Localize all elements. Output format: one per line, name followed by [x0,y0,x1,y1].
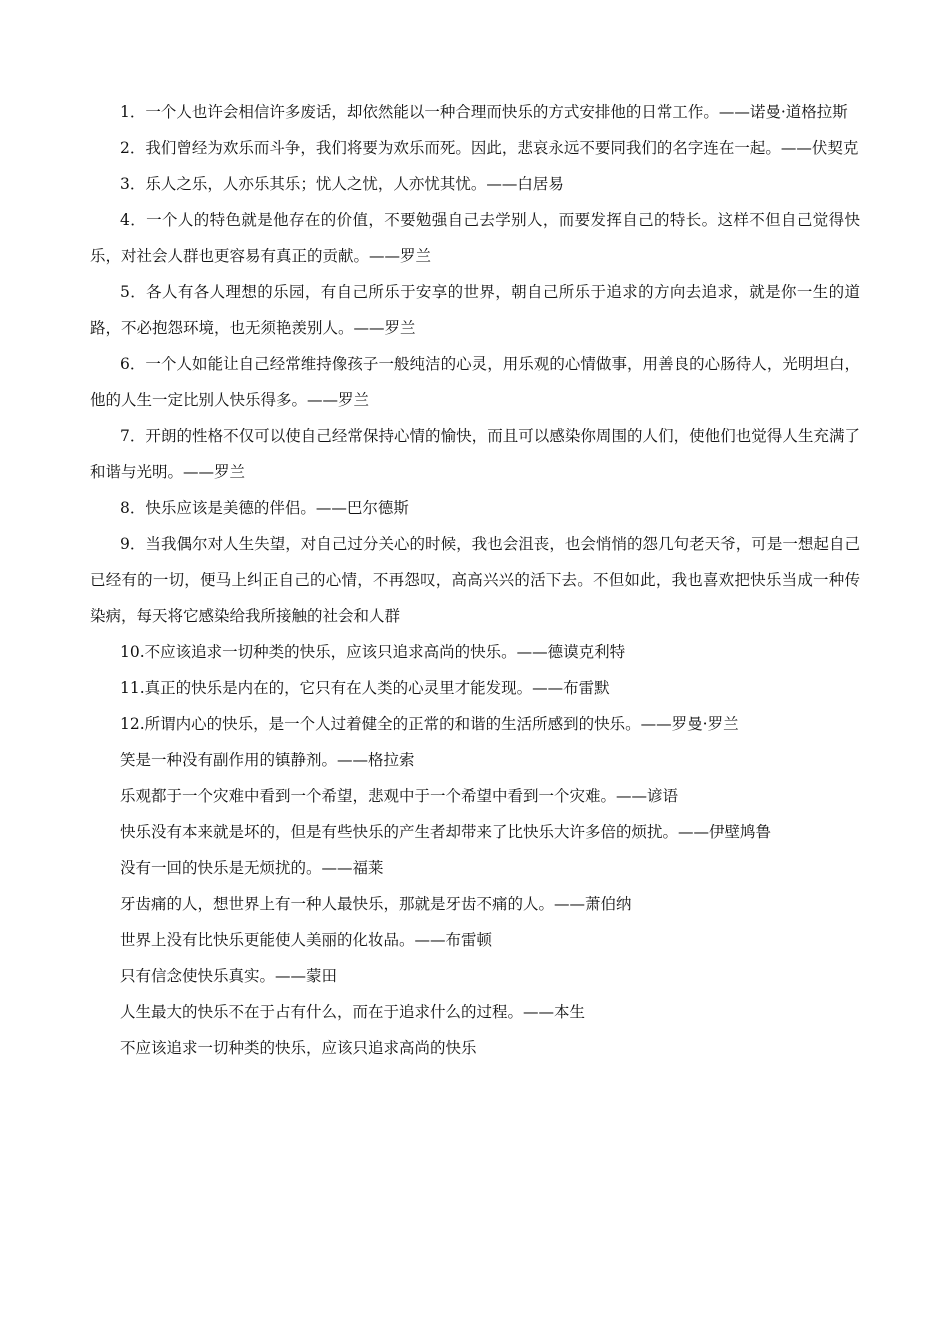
quote-line-17: 牙齿痛的人，想世界上有一种人最快乐，那就是牙齿不痛的人。——萧伯纳 [120,895,632,913]
quote-paragraph-12: 12.所谓内心的快乐，是一个人过着健全的正常的和谐的生活所感到的快乐。——罗曼·罗兰 [120,715,739,733]
quote-paragraph-6: 6．一个人如能让自己经常维持像孩子一般纯洁的心灵，用乐观的心情做事，用善良的心肠待人，光明坦白，他的人生一定比别人快乐得多。——罗兰 [90,355,860,409]
quote-line-16: 没有一回的快乐是无烦扰的。——福莱 [120,859,384,877]
quote-paragraph-10: 10.不应该追求一切种类的快乐，应该只追求高尚的快乐。——德谟克利特 [120,643,626,661]
quote-paragraph-3: 3．乐人之乐，人亦乐其乐；忧人之忧，人亦忧其忧。——白居易 [120,175,564,193]
quote-paragraph-7: 7．开朗的性格不仅可以使自己经常保持心情的愉快，而且可以感染你周围的人们，使他们也觉得人生充满了和谐与光明。——罗兰 [90,427,860,481]
document-body [90,94,860,1066]
quote-line-15: 快乐没有本来就是坏的，但是有些快乐的产生者却带来了比快乐大许多倍的烦扰。——伊壁鸠鲁 [120,823,772,841]
quote-line-19: 只有信念使快乐真实。——蒙田 [120,967,338,985]
quote-line-13: 笑是一种没有副作用的镇静剂。——格拉索 [120,751,415,769]
quote-paragraph-11: 11.真正的快乐是内在的，它只有在人类的心灵里才能发现。——布雷默 [120,679,610,697]
quote-paragraph-9: 9．当我偶尔对人生失望，对自己过分关心的时候，我也会沮丧，也会悄悄的怨几句老天爷，可是一想起自己已经有的一切，便马上纠正自己的心情，不再怨叹，高高兴兴的活下去。不但如此，我也喜欢把快乐当成一种传染病，每天将它感染给我所接触的社会和人群 [90,535,860,625]
quote-paragraph-8: 8．快乐应该是美德的伴侣。——巴尔德斯 [120,499,409,517]
quote-paragraph-4: 4．一个人的特色就是他存在的价值，不要勉强自己去学别人，而要发挥自己的特长。这样不但自己觉得快乐，对社会人群也更容易有真正的贡献。——罗兰 [90,211,860,265]
quote-paragraph-2: 2．我们曾经为欢乐而斗争，我们将要为欢乐而死。因此，悲哀永远不要同我们的名字连在一起。——伏契克 [120,139,859,157]
quote-line-18: 世界上没有比快乐更能使人美丽的化妆品。——布雷顿 [120,931,493,949]
quote-paragraph-5: 5．各人有各人理想的乐园，有自己所乐于安享的世界，朝自己所乐于追求的方向去追求，就是你一生的道路，不必抱怨环境，也无须艳羡别人。——罗兰 [90,283,860,337]
quote-paragraph-1: 1．一个人也许会相信许多废话，却依然能以一种合理而快乐的方式安排他的日常工作。——诺曼·道格拉斯 [120,103,848,121]
quote-line-21: 不应该追求一切种类的快乐，应该只追求高尚的快乐 [120,1039,477,1057]
quote-line-14: 乐观都于一个灾难中看到一个希望，悲观中于一个希望中看到一个灾难。——谚语 [120,787,679,805]
quote-line-20: 人生最大的快乐不在于占有什么，而在于追求什么的过程。——本生 [120,1003,586,1021]
